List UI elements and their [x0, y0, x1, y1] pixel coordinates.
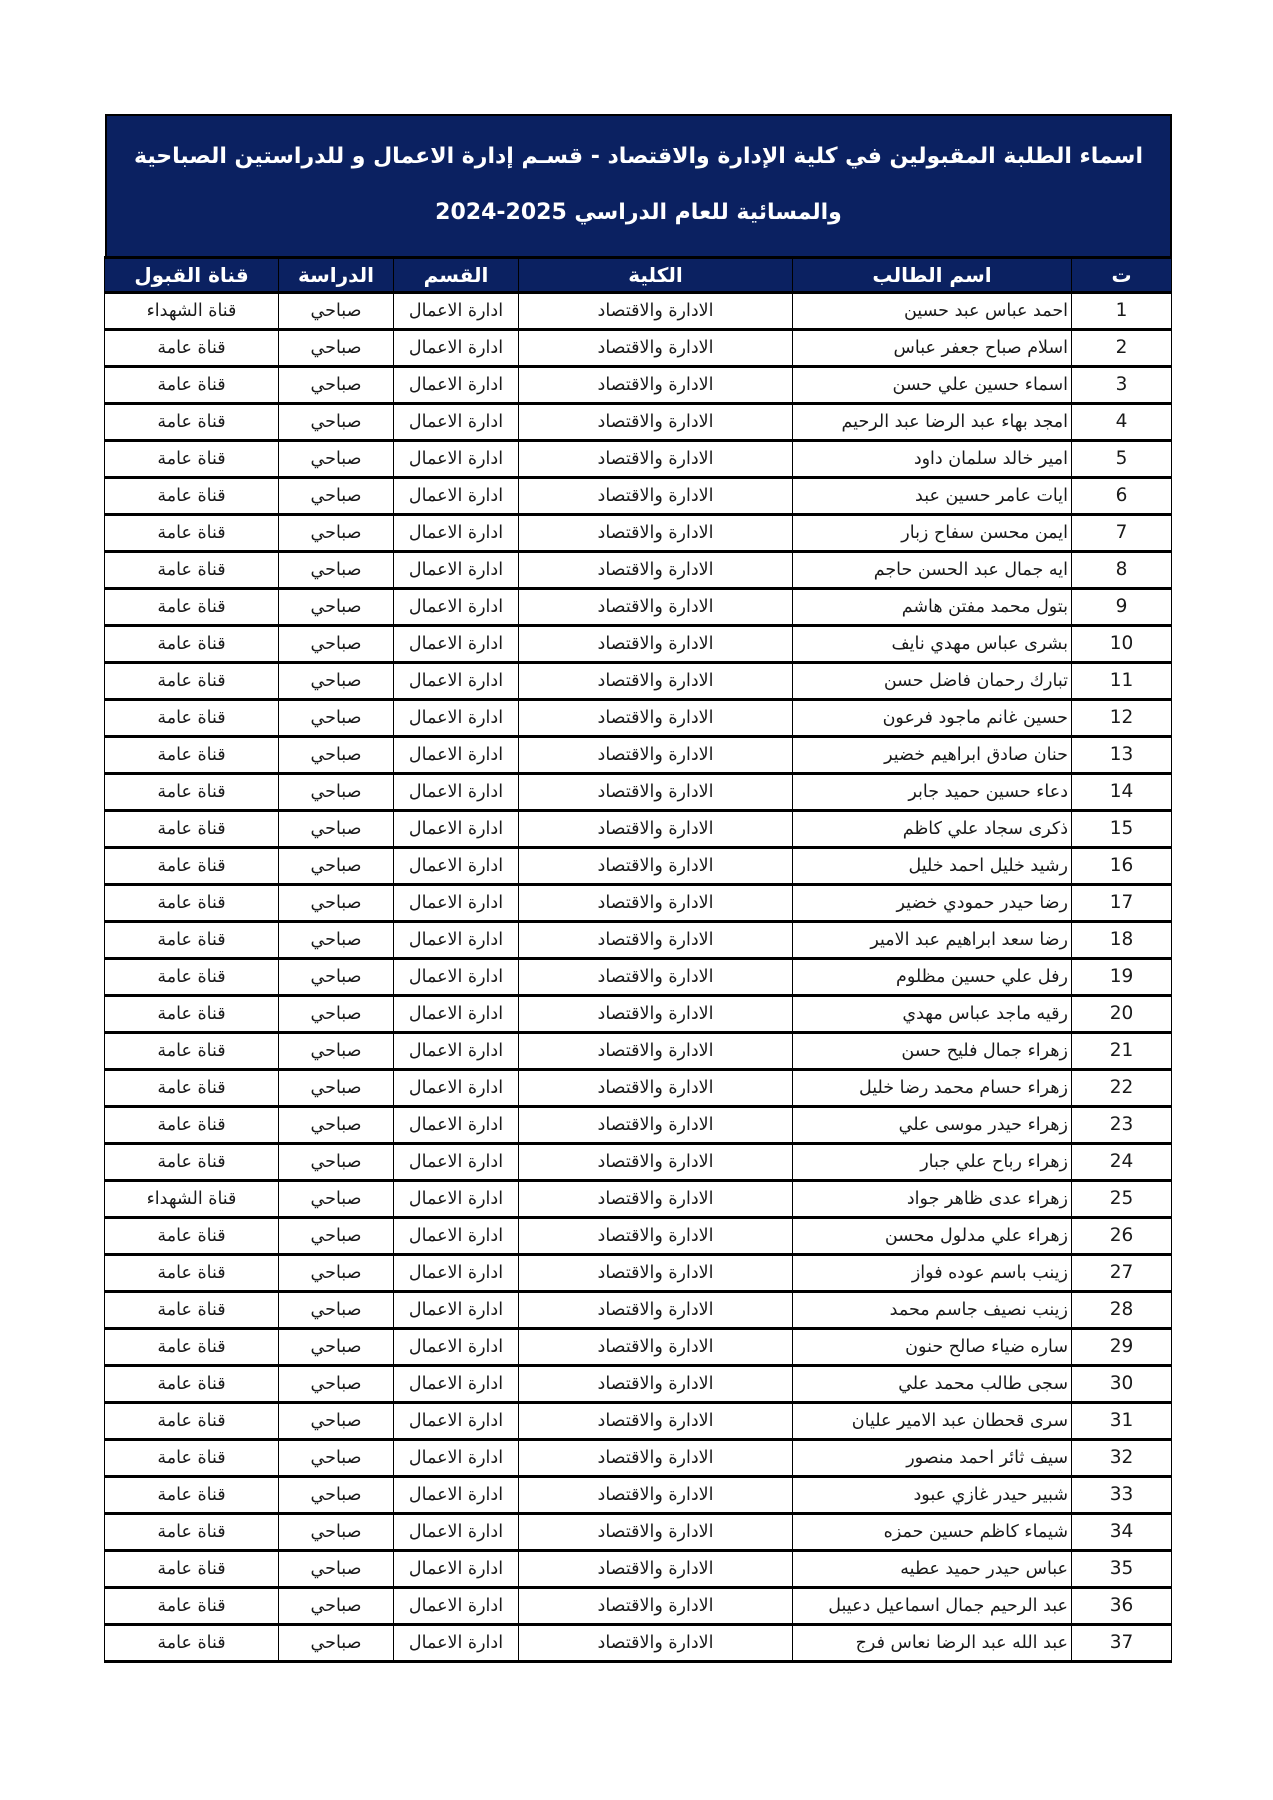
cell-admission-channel: قناة عامة [105, 1588, 279, 1625]
cell-student-name: ذكرى سجاد علي كاظم [793, 811, 1072, 848]
cell-department: ادارة الاعمال [394, 700, 519, 737]
cell-admission-channel: قناة عامة [105, 330, 279, 367]
table-row [105, 1107, 1172, 1144]
cell-college: الادارة والاقتصاد [519, 404, 793, 441]
cell-department: ادارة الاعمال [394, 441, 519, 478]
cell-student-name: تبارك رحمان فاضل حسن [793, 663, 1072, 700]
cell-department: ادارة الاعمال [394, 1440, 519, 1477]
students-table [104, 256, 1172, 1663]
cell-study-shift: صباحي [279, 959, 394, 996]
cell-study-shift: صباحي [279, 1588, 394, 1625]
cell-college: الادارة والاقتصاد [519, 1033, 793, 1070]
cell-college: الادارة والاقتصاد [519, 589, 793, 626]
table-row [105, 1033, 1172, 1070]
cell-admission-channel: قناة عامة [105, 700, 279, 737]
cell-college: الادارة والاقتصاد [519, 367, 793, 404]
cell-row-number: 17 [1072, 885, 1172, 922]
cell-student-name: رضا حيدر حمودي خضير [793, 885, 1072, 922]
cell-department: ادارة الاعمال [394, 1218, 519, 1255]
cell-student-name: اسماء حسين علي حسن [793, 367, 1072, 404]
cell-student-name: شيماء كاظم حسين حمزه [793, 1514, 1072, 1551]
cell-college: الادارة والاقتصاد [519, 626, 793, 663]
cell-study-shift: صباحي [279, 1070, 394, 1107]
cell-department: ادارة الاعمال [394, 367, 519, 404]
cell-student-name: سرى قحطان عبد الامير عليان [793, 1403, 1072, 1440]
cell-admission-channel: قناة عامة [105, 848, 279, 885]
table-row [105, 515, 1172, 552]
cell-admission-channel: قناة عامة [105, 404, 279, 441]
cell-study-shift: صباحي [279, 700, 394, 737]
cell-student-name: حسين غانم ماجود فرعون [793, 700, 1072, 737]
cell-row-number: 3 [1072, 367, 1172, 404]
cell-row-number: 19 [1072, 959, 1172, 996]
cell-college: الادارة والاقتصاد [519, 811, 793, 848]
cell-row-number: 37 [1072, 1625, 1172, 1662]
table-row [105, 478, 1172, 515]
cell-college: الادارة والاقتصاد [519, 774, 793, 811]
cell-row-number: 32 [1072, 1440, 1172, 1477]
cell-student-name: زهراء عدى ظاهر جواد [793, 1181, 1072, 1218]
cell-department: ادارة الاعمال [394, 1551, 519, 1588]
table-row [105, 1329, 1172, 1366]
cell-row-number: 26 [1072, 1218, 1172, 1255]
cell-study-shift: صباحي [279, 1181, 394, 1218]
cell-row-number: 4 [1072, 404, 1172, 441]
cell-department: ادارة الاعمال [394, 552, 519, 589]
cell-student-name: زهراء علي مدلول محسن [793, 1218, 1072, 1255]
cell-row-number: 22 [1072, 1070, 1172, 1107]
cell-study-shift: صباحي [279, 330, 394, 367]
table-row [105, 1588, 1172, 1625]
cell-college: الادارة والاقتصاد [519, 848, 793, 885]
table-row [105, 1625, 1172, 1662]
cell-student-name: رشيد خليل احمد خليل [793, 848, 1072, 885]
cell-admission-channel: قناة عامة [105, 811, 279, 848]
cell-student-name: زهراء حسام محمد رضا خليل [793, 1070, 1072, 1107]
cell-row-number: 20 [1072, 996, 1172, 1033]
cell-row-number: 33 [1072, 1477, 1172, 1514]
cell-admission-channel: قناة عامة [105, 367, 279, 404]
cell-study-shift: صباحي [279, 515, 394, 552]
cell-department: ادارة الاعمال [394, 515, 519, 552]
cell-study-shift: صباحي [279, 885, 394, 922]
cell-student-name: عبد الرحيم جمال اسماعيل دعيبل [793, 1588, 1072, 1625]
cell-department: ادارة الاعمال [394, 663, 519, 700]
table-row [105, 404, 1172, 441]
cell-department: ادارة الاعمال [394, 478, 519, 515]
cell-study-shift: صباحي [279, 1033, 394, 1070]
cell-row-number: 15 [1072, 811, 1172, 848]
cell-department: ادارة الاعمال [394, 737, 519, 774]
table-row [105, 1403, 1172, 1440]
cell-college: الادارة والاقتصاد [519, 330, 793, 367]
cell-college: الادارة والاقتصاد [519, 1551, 793, 1588]
cell-study-shift: صباحي [279, 626, 394, 663]
cell-college: الادارة والاقتصاد [519, 1440, 793, 1477]
table-row [105, 293, 1172, 330]
table-row [105, 1551, 1172, 1588]
cell-department: ادارة الاعمال [394, 1625, 519, 1662]
cell-college: الادارة والاقتصاد [519, 293, 793, 330]
cell-admission-channel: قناة عامة [105, 922, 279, 959]
cell-admission-channel: قناة عامة [105, 1033, 279, 1070]
cell-row-number: 1 [1072, 293, 1172, 330]
document-title: اسماء الطلبة المقبولين في كلية الإدارة والاقتصاد - قسـم إدارة الاعمال و للدراستين الصباحية والمسائية للعام الدراسي 2025-2024 [105, 114, 1172, 256]
cell-college: الادارة والاقتصاد [519, 1255, 793, 1292]
cell-study-shift: صباحي [279, 1329, 394, 1366]
cell-college: الادارة والاقتصاد [519, 885, 793, 922]
cell-row-number: 21 [1072, 1033, 1172, 1070]
cell-study-shift: صباحي [279, 441, 394, 478]
cell-row-number: 16 [1072, 848, 1172, 885]
cell-admission-channel: قناة عامة [105, 737, 279, 774]
cell-college: الادارة والاقتصاد [519, 1218, 793, 1255]
cell-row-number: 13 [1072, 737, 1172, 774]
cell-college: الادارة والاقتصاد [519, 1477, 793, 1514]
cell-study-shift: صباحي [279, 922, 394, 959]
cell-row-number: 36 [1072, 1588, 1172, 1625]
cell-row-number: 6 [1072, 478, 1172, 515]
cell-student-name: ساره ضياء صالح حنون [793, 1329, 1072, 1366]
cell-student-name: رقيه ماجد عباس مهدي [793, 996, 1072, 1033]
cell-department: ادارة الاعمال [394, 1477, 519, 1514]
cell-admission-channel: قناة عامة [105, 478, 279, 515]
cell-college: الادارة والاقتصاد [519, 552, 793, 589]
cell-row-number: 7 [1072, 515, 1172, 552]
cell-college: الادارة والاقتصاد [519, 1403, 793, 1440]
cell-admission-channel: قناة عامة [105, 1477, 279, 1514]
cell-admission-channel: قناة عامة [105, 1514, 279, 1551]
cell-student-name: سجى طالب محمد علي [793, 1366, 1072, 1403]
cell-study-shift: صباحي [279, 811, 394, 848]
table-body [105, 293, 1172, 1662]
cell-admission-channel: قناة عامة [105, 1144, 279, 1181]
cell-admission-channel: قناة عامة [105, 589, 279, 626]
cell-student-name: زهراء رباح علي جبار [793, 1144, 1072, 1181]
col-header-college: الكلية [519, 258, 793, 293]
cell-study-shift: صباحي [279, 1514, 394, 1551]
cell-admission-channel: قناة عامة [105, 1403, 279, 1440]
table-row [105, 737, 1172, 774]
cell-study-shift: صباحي [279, 1366, 394, 1403]
table-row [105, 922, 1172, 959]
cell-study-shift: صباحي [279, 589, 394, 626]
cell-study-shift: صباحي [279, 1551, 394, 1588]
cell-row-number: 27 [1072, 1255, 1172, 1292]
cell-department: ادارة الاعمال [394, 959, 519, 996]
cell-study-shift: صباحي [279, 848, 394, 885]
cell-college: الادارة والاقتصاد [519, 922, 793, 959]
table-row [105, 1477, 1172, 1514]
cell-student-name: ايمن محسن سفاح زبار [793, 515, 1072, 552]
cell-admission-channel: قناة عامة [105, 1218, 279, 1255]
table-row [105, 663, 1172, 700]
cell-admission-channel: قناة عامة [105, 552, 279, 589]
cell-department: ادارة الاعمال [394, 1329, 519, 1366]
cell-student-name: زهراء حيدر موسى علي [793, 1107, 1072, 1144]
cell-row-number: 29 [1072, 1329, 1172, 1366]
cell-department: ادارة الاعمال [394, 1070, 519, 1107]
cell-department: ادارة الاعمال [394, 1588, 519, 1625]
cell-row-number: 34 [1072, 1514, 1172, 1551]
cell-admission-channel: قناة عامة [105, 626, 279, 663]
cell-college: الادارة والاقتصاد [519, 1292, 793, 1329]
cell-admission-channel: قناة الشهداء [105, 1181, 279, 1218]
cell-study-shift: صباحي [279, 1144, 394, 1181]
table-row [105, 1181, 1172, 1218]
cell-study-shift: صباحي [279, 404, 394, 441]
cell-department: ادارة الاعمال [394, 811, 519, 848]
cell-admission-channel: قناة عامة [105, 996, 279, 1033]
cell-student-name: رفل علي حسين مظلوم [793, 959, 1072, 996]
cell-row-number: 24 [1072, 1144, 1172, 1181]
cell-admission-channel: قناة عامة [105, 1070, 279, 1107]
cell-student-name: اسلام صباح جعفر عباس [793, 330, 1072, 367]
cell-student-name: رضا سعد ابراهيم عبد الامير [793, 922, 1072, 959]
table-row [105, 1255, 1172, 1292]
cell-department: ادارة الاعمال [394, 1403, 519, 1440]
cell-department: ادارة الاعمال [394, 1033, 519, 1070]
cell-study-shift: صباحي [279, 1218, 394, 1255]
cell-college: الادارة والاقتصاد [519, 996, 793, 1033]
cell-study-shift: صباحي [279, 774, 394, 811]
cell-admission-channel: قناة عامة [105, 515, 279, 552]
cell-row-number: 14 [1072, 774, 1172, 811]
col-header-study: الدراسة [279, 258, 394, 293]
cell-admission-channel: قناة عامة [105, 1255, 279, 1292]
cell-row-number: 11 [1072, 663, 1172, 700]
cell-college: الادارة والاقتصاد [519, 1366, 793, 1403]
cell-college: الادارة والاقتصاد [519, 1144, 793, 1181]
cell-department: ادارة الاعمال [394, 1107, 519, 1144]
cell-row-number: 5 [1072, 441, 1172, 478]
table-row [105, 959, 1172, 996]
table-row [105, 1440, 1172, 1477]
cell-department: ادارة الاعمال [394, 996, 519, 1033]
cell-admission-channel: قناة عامة [105, 1107, 279, 1144]
table-row [105, 441, 1172, 478]
table-row [105, 1218, 1172, 1255]
cell-department: ادارة الاعمال [394, 922, 519, 959]
cell-student-name: بتول محمد مفتن هاشم [793, 589, 1072, 626]
table-row [105, 885, 1172, 922]
cell-study-shift: صباحي [279, 1477, 394, 1514]
cell-admission-channel: قناة عامة [105, 959, 279, 996]
cell-college: الادارة والاقتصاد [519, 700, 793, 737]
cell-admission-channel: قناة عامة [105, 663, 279, 700]
cell-college: الادارة والاقتصاد [519, 1329, 793, 1366]
table-row [105, 1144, 1172, 1181]
cell-student-name: بشرى عباس مهدي نايف [793, 626, 1072, 663]
cell-row-number: 23 [1072, 1107, 1172, 1144]
cell-admission-channel: قناة عامة [105, 441, 279, 478]
cell-student-name: احمد عباس عبد حسين [793, 293, 1072, 330]
cell-college: الادارة والاقتصاد [519, 1514, 793, 1551]
cell-study-shift: صباحي [279, 552, 394, 589]
cell-department: ادارة الاعمال [394, 1255, 519, 1292]
cell-department: ادارة الاعمال [394, 1514, 519, 1551]
cell-department: ادارة الاعمال [394, 626, 519, 663]
cell-student-name: عباس حيدر حميد عطيه [793, 1551, 1072, 1588]
cell-college: الادارة والاقتصاد [519, 663, 793, 700]
cell-college: الادارة والاقتصاد [519, 959, 793, 996]
cell-study-shift: صباحي [279, 737, 394, 774]
table-header-row [105, 258, 1172, 293]
cell-college: الادارة والاقتصاد [519, 1107, 793, 1144]
cell-study-shift: صباحي [279, 1107, 394, 1144]
cell-study-shift: صباحي [279, 1255, 394, 1292]
cell-row-number: 9 [1072, 589, 1172, 626]
cell-student-name: ايه جمال عبد الحسن حاجم [793, 552, 1072, 589]
table-row [105, 330, 1172, 367]
cell-study-shift: صباحي [279, 478, 394, 515]
cell-college: الادارة والاقتصاد [519, 441, 793, 478]
cell-admission-channel: قناة عامة [105, 1329, 279, 1366]
cell-student-name: امير خالد سلمان داود [793, 441, 1072, 478]
cell-admission-channel: قناة عامة [105, 1440, 279, 1477]
table-row [105, 774, 1172, 811]
table-row [105, 1366, 1172, 1403]
col-header-dept: القسم [394, 258, 519, 293]
cell-department: ادارة الاعمال [394, 293, 519, 330]
table-row [105, 626, 1172, 663]
table-row [105, 811, 1172, 848]
cell-row-number: 18 [1072, 922, 1172, 959]
cell-college: الادارة والاقتصاد [519, 737, 793, 774]
cell-department: ادارة الاعمال [394, 1181, 519, 1218]
cell-department: ادارة الاعمال [394, 774, 519, 811]
cell-row-number: 35 [1072, 1551, 1172, 1588]
cell-study-shift: صباحي [279, 1403, 394, 1440]
cell-department: ادارة الاعمال [394, 404, 519, 441]
cell-row-number: 25 [1072, 1181, 1172, 1218]
cell-row-number: 30 [1072, 1366, 1172, 1403]
table-row [105, 589, 1172, 626]
cell-row-number: 28 [1072, 1292, 1172, 1329]
cell-row-number: 31 [1072, 1403, 1172, 1440]
cell-college: الادارة والاقتصاد [519, 515, 793, 552]
cell-student-name: سيف ثائر احمد منصور [793, 1440, 1072, 1477]
cell-student-name: عبد الله عبد الرضا نعاس فرج [793, 1625, 1072, 1662]
cell-row-number: 2 [1072, 330, 1172, 367]
table-row [105, 996, 1172, 1033]
cell-admission-channel: قناة عامة [105, 1625, 279, 1662]
cell-department: ادارة الاعمال [394, 848, 519, 885]
cell-study-shift: صباحي [279, 996, 394, 1033]
cell-admission-channel: قناة عامة [105, 1366, 279, 1403]
document-sheet [105, 114, 1172, 1663]
cell-department: ادارة الاعمال [394, 330, 519, 367]
cell-student-name: امجد بهاء عبد الرضا عبد الرحيم [793, 404, 1072, 441]
cell-college: الادارة والاقتصاد [519, 1181, 793, 1218]
table-row [105, 848, 1172, 885]
cell-department: ادارة الاعمال [394, 1292, 519, 1329]
cell-row-number: 12 [1072, 700, 1172, 737]
col-header-channel: قناة القبول [105, 258, 279, 293]
cell-admission-channel: قناة الشهداء [105, 293, 279, 330]
cell-department: ادارة الاعمال [394, 1144, 519, 1181]
cell-student-name: حنان صادق ابراهيم خضير [793, 737, 1072, 774]
cell-student-name: زهراء جمال فليح حسن [793, 1033, 1072, 1070]
table-row [105, 1514, 1172, 1551]
cell-student-name: دعاء حسين حميد جابر [793, 774, 1072, 811]
cell-department: ادارة الاعمال [394, 589, 519, 626]
table-row [105, 1292, 1172, 1329]
cell-student-name: زينب باسم عوده فواز [793, 1255, 1072, 1292]
cell-college: الادارة والاقتصاد [519, 1588, 793, 1625]
cell-admission-channel: قناة عامة [105, 1292, 279, 1329]
cell-student-name: شبير حيدر غازي عبود [793, 1477, 1072, 1514]
cell-college: الادارة والاقتصاد [519, 1625, 793, 1662]
cell-study-shift: صباحي [279, 1292, 394, 1329]
cell-study-shift: صباحي [279, 1440, 394, 1477]
cell-study-shift: صباحي [279, 367, 394, 404]
cell-college: الادارة والاقتصاد [519, 478, 793, 515]
cell-row-number: 10 [1072, 626, 1172, 663]
cell-admission-channel: قناة عامة [105, 1551, 279, 1588]
cell-student-name: زينب نصيف جاسم محمد [793, 1292, 1072, 1329]
cell-row-number: 8 [1072, 552, 1172, 589]
cell-study-shift: صباحي [279, 1625, 394, 1662]
table-row [105, 367, 1172, 404]
cell-study-shift: صباحي [279, 663, 394, 700]
cell-department: ادارة الاعمال [394, 885, 519, 922]
cell-admission-channel: قناة عامة [105, 885, 279, 922]
table-row [105, 700, 1172, 737]
col-header-no: ت [1072, 258, 1172, 293]
col-header-name: اسم الطالب [793, 258, 1072, 293]
cell-study-shift: صباحي [279, 293, 394, 330]
cell-admission-channel: قناة عامة [105, 774, 279, 811]
cell-department: ادارة الاعمال [394, 1366, 519, 1403]
cell-college: الادارة والاقتصاد [519, 1070, 793, 1107]
table-row [105, 1070, 1172, 1107]
cell-student-name: ايات عامر حسين عبد [793, 478, 1072, 515]
table-row [105, 552, 1172, 589]
